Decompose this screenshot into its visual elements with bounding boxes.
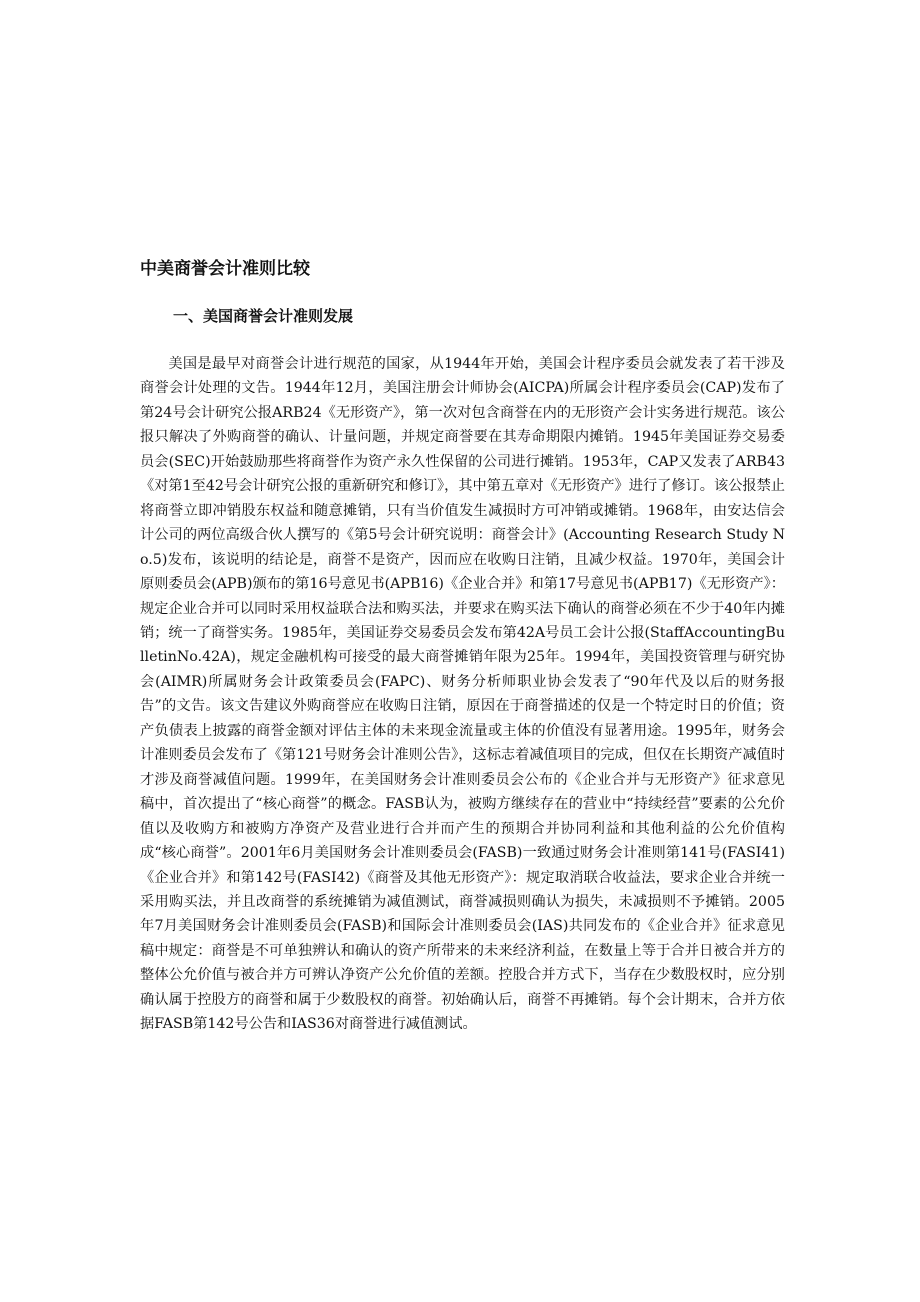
section-heading: 一、美国商誉会计准则发展	[173, 307, 354, 325]
document-title: 中美商誉会计准则比较	[140, 259, 310, 279]
body-paragraph: 美国是最早对商誉会计进行规范的国家，从1944年开始，美国会计程序委员会就发表了若干涉及商誉会计处理的文告。1944年12月，美国注册会计师协会(AICPA)所属会计程序委员会(CAP)发布了第24号会计研究公报ARB24《无形资产》，第一次对包含商誉在内的无形资产会计实务进行规范。该公报只解决了外购商誉的确认、计量问题，并规定商誉要在其寿命期限内摊销。1945年美国证券交易委员会(SEC)开始鼓励那些将商誉作为资产永久性保留的公司进行摊销。1953年，CAP又发表了ARB43《对第1至42号会计研究公报的重新研究和修订》，其中第五章对《无形资产》进行了修订。该公报禁止将商誉立即冲销股东权益和随意摊销，只有当价值发生减损时方可冲销或摊销。1968年，由安达信会计公司的两位高级合伙人撰写的《第5号会计研究说明：商誉会计》(Accounting Research Study No.5)发布，该说明的结论是，商誉不是资产，因而应在收购日注销，且减少权益。1970年，美国会计原则委员会(APB)颁布的第16号意见书(APB16)《企业合并》和第17号意见书(APB17)《无形资产》：规定企业合并可以同时采用权益联合法和购买法，并要求在购买法下确认的商誉必须在不少于40年内摊销；统一了商誉实务。1985年，美国证券交易委员会发布第42A号员工会计公报(StaffAccountingBulletinNo.42A)，规定金融机构可接受的最大商誉摊销年限为25年。1994年，美国投资管理与研究协会(AIMR)所属财务会计政策委员会(FAPC)、财务分析师职业协会发表了“90年代及以后的财务报告”的文告。该文告建议外购商誉应在收购日注销，原因在于商誉描述的仅是一个特定时日的价值；资产负债表上披露的商誉金额对评估主体的未来现金流量或主体的价值没有显著用途。1995年，财务会计准则委员会发布了《第121号财务会计准则公告》，这标志着减值项目的完成，但仅在长期资产减值时才涉及商誉减值问题。1999年，在美国财务会计准则委员会公布的《企业合并与无形资产》征求意见稿中，首次提出了“核心商誉”的概念。FASB认为，被购方继续存在的营业中“持续经营”要素的公允价值以及收购方和被购方净资产及营业进行合并而产生的预期合并协同利益和其他利益的公允价值构成“核心商誉”。2001年6月美国财务会计准则委员会(FASB)一致通过财务会计准则第141号(FASI41)《企业合并》和第142号(FASI42)《商誉及其他无形资产》：规定取消联合收益法，要求企业合并统一采用购买法，并且改商誉的系统摊销为减值测试，商誉减损则确认为损失，未减损则不予摊销。2005年7月美国财务会计准则委员会(FASB)和国际会计准则委员会(IAS)共同发布的《企业合并》征求意见稿中规定：商誉是不可单独辨认和确认的资产所带来的未来经济利益，在数量上等于合并日被合并方的整体公允价值与被合并方可辨认净资产公允价值的差额。控股合并方式下，当存在少数股权时，应分别确认属于控股方的商誉和属于少数股权的商誉。初始确认后，商誉不再摊销。每个会计期末，合并方依据FASB第142号公告和IAS36对商誉进行减值测试。	[140, 356, 786, 1033]
